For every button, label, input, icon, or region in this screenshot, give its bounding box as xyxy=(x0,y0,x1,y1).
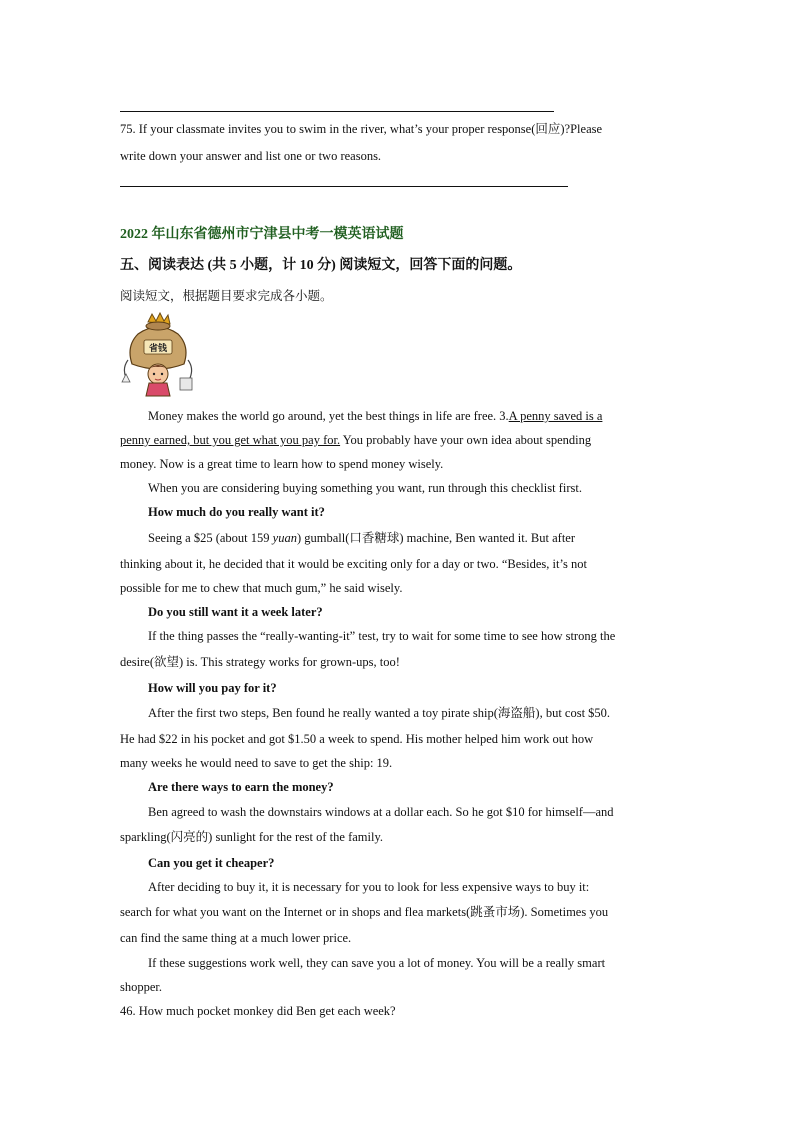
passage-line: money. Now is a great time to learn how to spend money wisely. xyxy=(120,457,444,471)
checklist-heading: How much do you really want it? xyxy=(148,505,325,519)
question-46: 46. How much pocket monkey did Ben get each week? xyxy=(120,1004,396,1018)
exam-title: 2022 年山东省德州市宁津县中考一模英语试题 xyxy=(120,227,404,242)
passage-line xyxy=(148,408,602,424)
passage-line xyxy=(148,530,575,546)
section-instruction: 阅读短文，根据题目要求完成各小题。 xyxy=(120,289,333,303)
passage-line: thinking about it, he decided that it would be exciting only for a day or two. “Besides, it’s not xyxy=(120,557,587,571)
bag-sign-text: 省钱 xyxy=(148,344,168,354)
question-75: 75. If your classmate invites you to swim in the river, what’s your proper response(回应)?Please xyxy=(120,122,603,136)
passage-line: He had $22 in his pocket and got $1.50 a week to spend. His mother helped him work out how xyxy=(120,732,594,746)
underlined-sentence: penny earned, but you get what you pay for. xyxy=(120,433,341,447)
checklist-heading: Can you get it cheaper? xyxy=(148,856,275,870)
passage-text: Money makes the world go around, yet the best things in life are free. 3. xyxy=(148,409,509,423)
passage-line: many weeks he would need to save to get the ship: 19. xyxy=(120,756,393,770)
section-heading: 五、阅读表达 (共 5 小题，计 10 分) 阅读短文，回答下面的问题。 xyxy=(120,258,522,273)
passage-line: When you are considering buying something you want, run through this checklist first. xyxy=(148,481,582,495)
passage-text: Seeing a $25 (about 159 xyxy=(148,531,273,545)
answer-line xyxy=(120,186,568,187)
question-75-continued: write down your answer and list one or two reasons. xyxy=(120,149,382,163)
passage-line: If these suggestions work well, they can save you a lot of money. You will be a really smart xyxy=(148,956,606,970)
passage-line: After the first two steps, Ben found he really wanted a toy pirate ship(海盗船), but cost $50. xyxy=(148,706,611,720)
passage-text: You probably have your own idea about spending xyxy=(340,433,592,447)
answer-line xyxy=(120,111,554,112)
passage-line: can find the same thing at a much lower price. xyxy=(120,931,352,945)
passage-line: shopper. xyxy=(120,980,163,994)
passage-line: After deciding to buy it, it is necessary for you to look for less expensive ways to buy it: xyxy=(148,880,590,894)
checklist-heading: How will you pay for it? xyxy=(148,681,277,695)
passage-line: sparkling(闪亮的) sunlight for the rest of the family. xyxy=(120,830,384,844)
passage-line: search for what you want on the Internet or in shops and flea markets(跳蚤市场). Sometimes you xyxy=(120,905,609,919)
underlined-sentence: A penny saved is a xyxy=(508,409,603,423)
passage-text-italic: yuan xyxy=(272,531,297,545)
passage-line: desire(欲望) is. This strategy works for grown-ups, too! xyxy=(120,655,400,669)
passage-line: If the thing passes the “really-wanting-it” test, try to wait for some time to see how strong the xyxy=(148,629,616,643)
checklist-heading: Do you still want it a week later? xyxy=(148,605,323,619)
passage-text: ) gumball(口香糖球) machine, Ben wanted it. But after xyxy=(296,531,576,545)
money-bag-cartoon-image xyxy=(118,312,198,398)
checklist-heading: Are there ways to earn the money? xyxy=(148,780,334,794)
passage-line: Ben agreed to wash the downstairs windows at a dollar each. So he got $10 for himself—and xyxy=(148,805,614,819)
passage-line: possible for me to chew that much gum,” he said wisely. xyxy=(120,581,403,595)
passage-line xyxy=(120,432,591,448)
